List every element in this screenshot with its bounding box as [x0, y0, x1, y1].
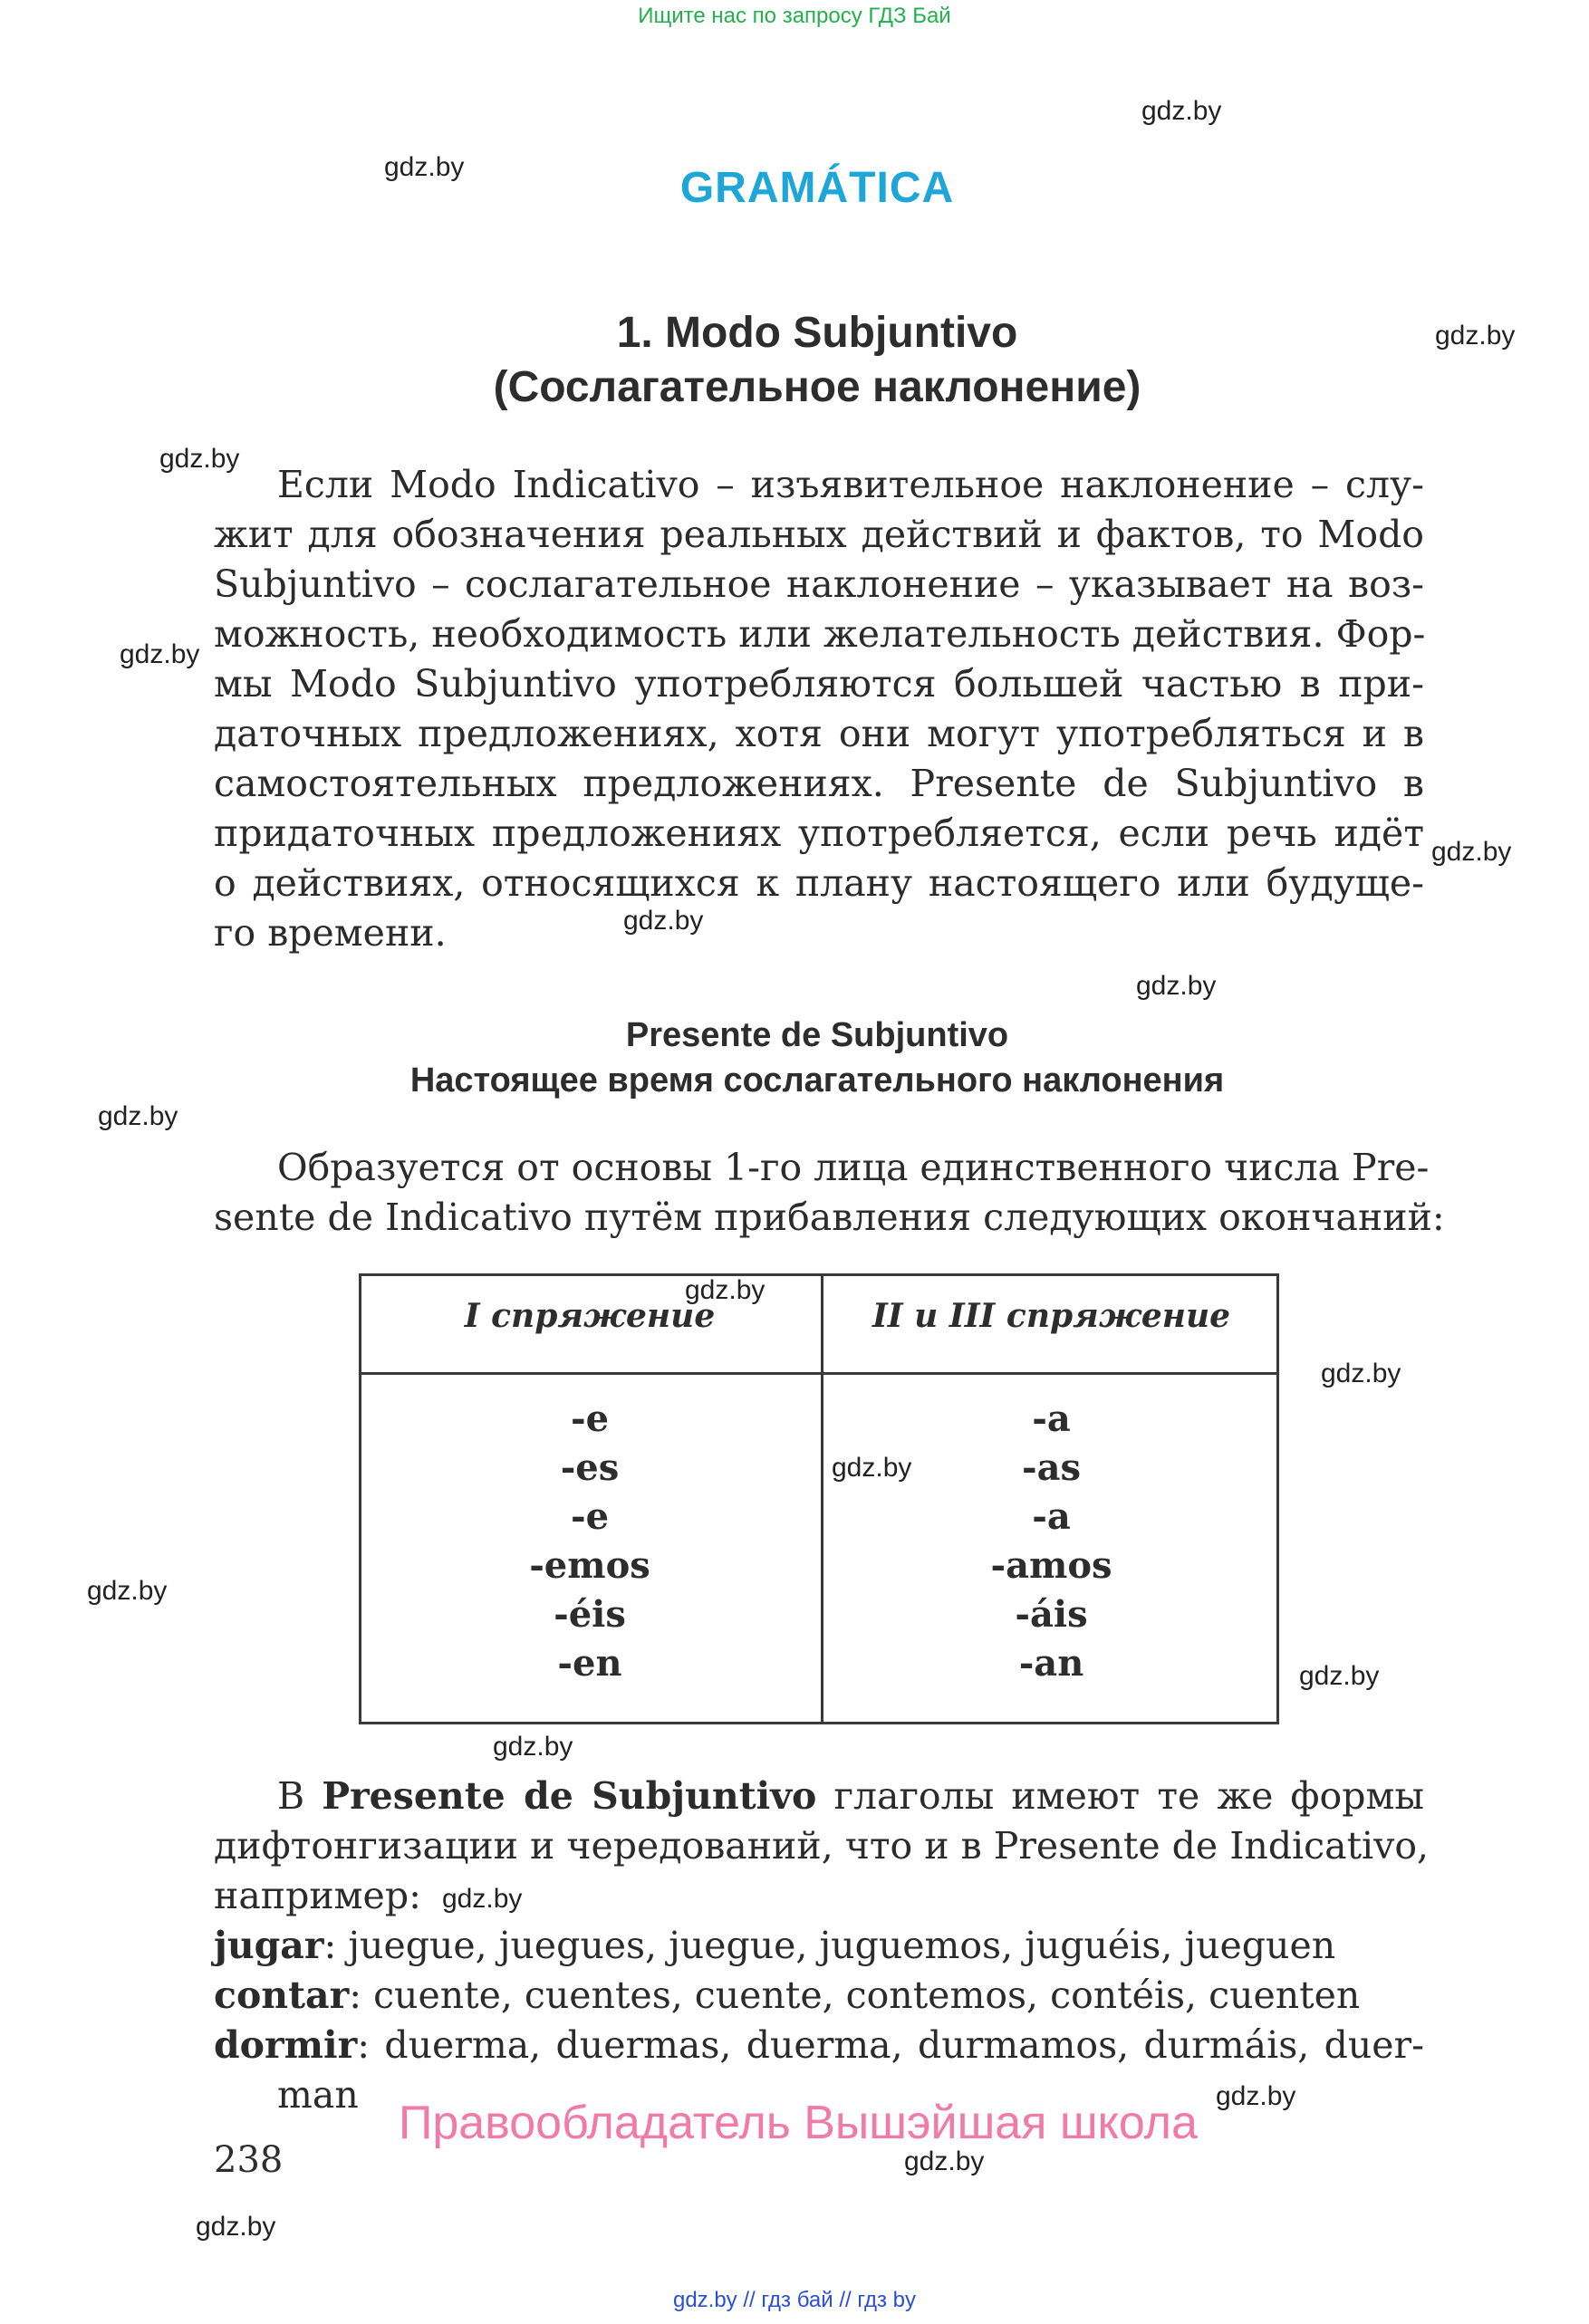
watermark: gdz.by [196, 2212, 276, 2242]
example-line [214, 1971, 1424, 2021]
copyright-notice: Правообладатель Вышэйшая школа [399, 2097, 1198, 2149]
example-forms: : cuente, cuentes, cuente, contemos, contéis, cuenten [349, 1973, 1361, 2017]
table-header-first-conjugation: I спряжение [464, 1297, 716, 1335]
example-verb: jugar [214, 1924, 324, 1967]
watermark: gdz.by [1141, 96, 1222, 126]
watermark: gdz.by [832, 1453, 912, 1483]
paragraph-line: го времени. [214, 911, 447, 955]
ending-cell: -amos [990, 1544, 1112, 1587]
text: В [277, 1774, 305, 1818]
ending-cell: -es [560, 1446, 620, 1489]
paragraph-line: даточных предложениях, хотя они могут употребляться и в [214, 712, 1424, 755]
watermark: gdz.by [1216, 2081, 1296, 2111]
ending-cell: -as [1021, 1446, 1082, 1489]
watermark: gdz.by [1431, 837, 1512, 867]
watermark: gdz.by [98, 1101, 178, 1131]
subsection-subheading: Настоящее время сослагательного наклонения [409, 1061, 1225, 1100]
footer-links[interactable]: gdz.by // гдз бай // гдз by [672, 2288, 917, 2312]
page-number: 238 [214, 2139, 284, 2181]
watermark: gdz.by [685, 1275, 766, 1305]
chapter-heading: 1. Modo Subjuntivo [616, 309, 1018, 357]
section-title: GRAMÁTICA [679, 164, 955, 212]
ending-cell: -éis [554, 1593, 626, 1636]
watermark: gdz.by [442, 1884, 523, 1914]
ending-cell: -an [1018, 1642, 1084, 1685]
watermark: gdz.by [87, 1576, 168, 1606]
paragraph-line: жит для обозначения реальных действий и фактов, то Modo [214, 513, 1424, 556]
paragraph-line: например: [214, 1874, 421, 1917]
paragraph-line: можность, необходимость или желательность действия. Фор- [214, 612, 1426, 656]
ending-cell: -áis [1015, 1593, 1088, 1636]
example-continuation: man [277, 2073, 359, 2117]
example-forms: : juegue, juegues, juegue, juguemos, juguéis, jueguen [323, 1924, 1336, 1967]
example-verb: contar [214, 1973, 350, 2017]
ending-cell: -e [570, 1495, 610, 1538]
example-forms: : duerma, duermas, duerma, durmamos, durmáis, duer- [357, 2023, 1424, 2067]
ending-cell: -en [557, 1642, 622, 1685]
bold-term: Presente de Subjuntivo [322, 1774, 817, 1818]
watermark: gdz.by [1299, 1661, 1380, 1691]
watermark: gdz.by [120, 639, 200, 669]
ending-cell: -a [1032, 1495, 1071, 1538]
watermark: gdz.by [904, 2146, 985, 2176]
watermark: gdz.by [384, 152, 465, 182]
ending-cell: -a [1032, 1397, 1071, 1440]
paragraph-line [277, 1772, 1424, 1821]
watermark: gdz.by [1435, 321, 1516, 351]
paragraph-line: дифтонгизации и чередований, что и в Presente de Indicativo, [214, 1824, 1430, 1868]
example-line [214, 2021, 1424, 2070]
paragraph-line: Subjuntivo – сослагательное наклонение – указывает на воз- [214, 562, 1424, 606]
example-line [214, 1921, 1424, 1971]
watermark: gdz.by [493, 1732, 573, 1762]
table-column-first-endings [359, 1395, 821, 1688]
paragraph-line: Образуется от основы 1-го лица единственного числа Pre- [277, 1146, 1430, 1189]
watermark: gdz.by [1321, 1359, 1401, 1388]
ending-cell: -emos [529, 1544, 650, 1587]
subsection-heading: Presente de Subjuntivo [625, 1016, 1009, 1054]
paragraph-line: sente de Indicativo путём прибавления следующих окончаний: [214, 1196, 1445, 1239]
chapter-subheading: (Сослагательное наклонение) [493, 363, 1141, 411]
watermark: gdz.by [623, 906, 704, 936]
paragraph-line: Если Modo Indicativo – изъявительное наклонение – слу- [277, 463, 1424, 506]
watermark: gdz.by [1136, 971, 1217, 1001]
top-banner[interactable]: Ищите нас по запросу ГДЗ Бай [638, 4, 951, 28]
paragraph-line: придаточных предложениях употребляется, если речь идёт [214, 811, 1424, 855]
ending-cell: -e [570, 1397, 610, 1440]
table-header-second-third-conjugation: II и III спряжение [872, 1297, 1231, 1335]
paragraph-line: мы Modo Subjuntivo употребляются большей частью в при- [214, 662, 1424, 706]
paragraph-line: о действиях, относящихся к плану настоящего или будуще- [214, 861, 1424, 905]
paragraph-line: самостоятельных предложениях. Presente de Subjuntivo в [214, 762, 1424, 805]
watermark: gdz.by [159, 444, 240, 474]
example-verb: dormir [214, 2023, 358, 2067]
table-column-second-endings [823, 1395, 1279, 1688]
text: глаголы имеют те же формы [833, 1774, 1424, 1818]
table-divider [359, 1372, 1279, 1375]
